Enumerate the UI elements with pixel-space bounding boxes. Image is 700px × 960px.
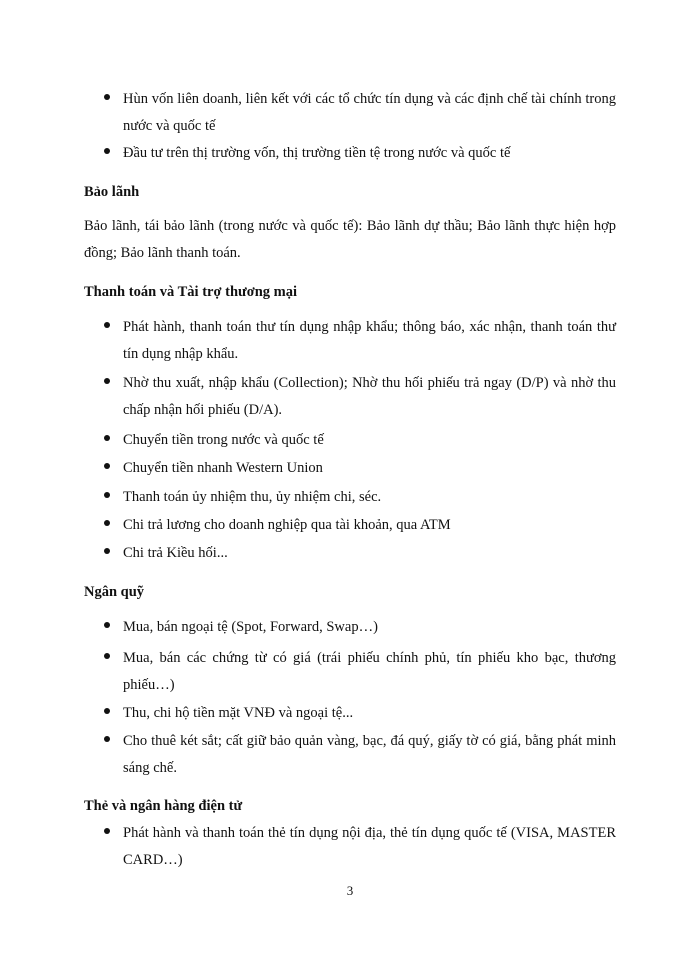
section-heading-bao-lanh: Bảo lãnh bbox=[84, 184, 140, 200]
bullet-icon bbox=[104, 548, 110, 554]
list-item-text: Chuyển tiền nhanh Western Union bbox=[123, 460, 323, 476]
bullet-icon bbox=[104, 736, 110, 742]
list-item-text: Chi trả lương cho doanh nghiệp qua tài khoản, qua ATM bbox=[123, 517, 451, 533]
list-item-text: Nhờ thu xuất, nhập khẩu (Collection); Nhờ thu hối phiếu trả ngay (D/P) và nhờ thu chấp nhận hối phiếu (D/A). bbox=[123, 375, 616, 418]
bullet-icon bbox=[104, 520, 110, 526]
list-item-text: Mua, bán ngoại tệ (Spot, Forward, Swap…) bbox=[123, 619, 378, 635]
list-item-text: Hùn vốn liên doanh, liên kết với các tổ chức tín dụng và các định chế tài chính trong nước và quốc tế bbox=[123, 91, 616, 134]
list-item-text: Phát hành, thanh toán thư tín dụng nhập khẩu; thông báo, xác nhận, thanh toán thư tín dụng nhập khẩu. bbox=[123, 319, 616, 362]
section-heading-thanh-toan: Thanh toán và Tài trợ thương mại bbox=[84, 284, 298, 300]
bullet-icon bbox=[104, 622, 110, 628]
list-item-text: Cho thuê két sắt; cất giữ bảo quản vàng, bạc, đá quý, giấy tờ có giá, bằng phát minh sáng chế. bbox=[123, 733, 616, 776]
bullet-icon bbox=[104, 322, 110, 328]
list-item-text: Thu, chi hộ tiền mặt VNĐ và ngoại tệ... bbox=[123, 705, 354, 721]
section-heading-ngan-quy: Ngân quỹ bbox=[84, 584, 145, 600]
list-item-text: Mua, bán các chứng từ có giá (trái phiếu chính phủ, tín phiếu kho bạc, thương phiếu…) bbox=[123, 650, 616, 693]
bullet-icon bbox=[104, 653, 110, 659]
paragraph-bao-lanh: Bảo lãnh, tái bảo lãnh (trong nước và quốc tế): Bảo lãnh dự thầu; Bảo lãnh thực hiện hợp đồng; Bảo lãnh thanh toán. bbox=[84, 218, 616, 261]
bullet-icon bbox=[104, 378, 110, 384]
list-item-text: Chuyển tiền trong nước và quốc tế bbox=[123, 432, 324, 448]
bullet-icon bbox=[104, 492, 110, 498]
list-item-text: Thanh toán ủy nhiệm thu, ủy nhiệm chi, séc. bbox=[123, 489, 382, 505]
bullet-icon bbox=[104, 708, 110, 714]
section-heading-the-ngan-hang: Thẻ và ngân hàng điện tử bbox=[84, 798, 243, 814]
list-item-text: Đầu tư trên thị trường vốn, thị trường tiền tệ trong nước và quốc tế bbox=[123, 145, 511, 161]
list-item-text: Chi trả Kiều hối... bbox=[123, 545, 228, 561]
bullet-icon bbox=[104, 94, 110, 100]
bullet-icon bbox=[104, 463, 110, 469]
page-number: 3 bbox=[346, 883, 354, 898]
bullet-icon bbox=[104, 148, 110, 154]
bullet-icon bbox=[104, 828, 110, 834]
bullet-icon bbox=[104, 435, 110, 441]
list-item-text: Phát hành và thanh toán thẻ tín dụng nội địa, thẻ tín dụng quốc tế (VISA, MASTER CARD…) bbox=[123, 825, 616, 868]
